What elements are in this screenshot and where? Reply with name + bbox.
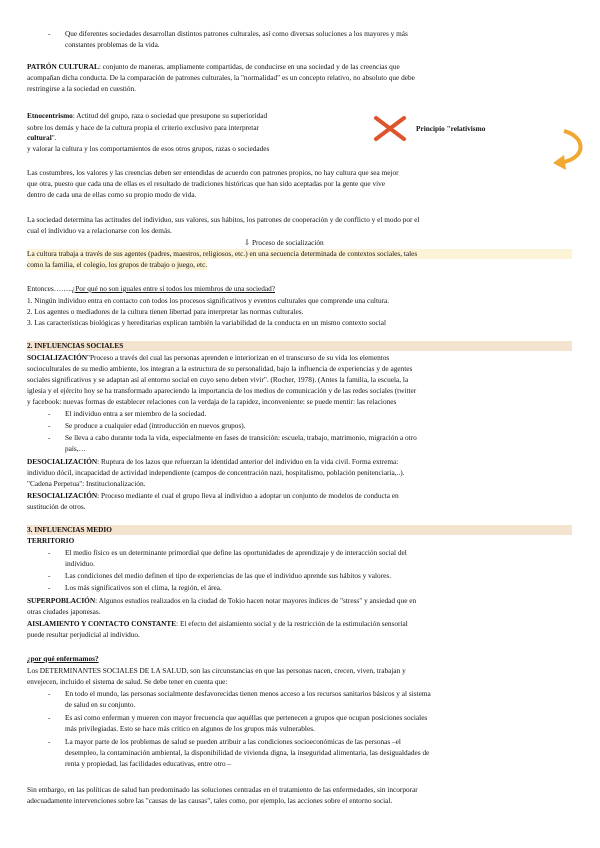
socializacion-label: SOCIALIZACIÓN	[27, 353, 88, 362]
entonces-line: Entonces……..¿Por qué no son iguales entre sí todos los miembros de una sociedad?	[27, 284, 276, 293]
question-heading: ¿Por qué no son iguales entre sí todos los miembros de una sociedad?	[72, 284, 276, 293]
process-label: ⇩ Proceso de socialización	[244, 238, 324, 247]
sociedad-line-1: La sociedad determina las actitudes del individuo, sus valores, sus hábitos, los patrones de cooperación y de conflicto y el modo por el	[27, 215, 420, 224]
socializacion-paragraph: SOCIALIZACIÓN"Proceso a través del cual las personas aprenden e interiorizan en el transcurso de su vida los elementos	[27, 353, 390, 362]
soc-line: y facebook: nuevas formas de establecer relaciones con la verdaja de la rapidez, inconveniente: se puede mentir: las relaciones	[27, 397, 397, 406]
aislamiento-paragraph: AISLAMIENTO Y CONTACTO CONSTANTE: El efecto del aislamiento social y de la restricción de la estimulación sensorial	[27, 619, 408, 628]
bullet-dash: -	[48, 689, 51, 698]
list-item: Se lleva a cabo durante toda la vida, especialmente en fases de transición: escuela, trabajo, matrimonio, migración a otro	[65, 433, 417, 442]
patron-line-2: acompañan dicha conducta. De la comparación de patrones culturales, la "normalidad" es un concepto relativo, no absoluto que debe	[27, 73, 415, 82]
desocializacion-paragraph: DESOCIALIZACIÓN: Ruptura de los lazos que refuerzan la identidad anterior del individuo en la vida civil. Forma extrema:	[27, 457, 399, 466]
list-item-cont: país,…	[65, 444, 86, 453]
bullet-dash: -	[48, 548, 51, 557]
section-heading-medio: 3. INFLUENCIAS MEDIO	[27, 525, 572, 535]
sociedad-line-2: cual el individuo va a relacionarse con los demás.	[27, 226, 172, 235]
bullet-dash: -	[48, 583, 51, 592]
etno-line-3: cultural".	[27, 133, 57, 142]
list-item: Los más significativos son el clima, la región, el área.	[65, 583, 222, 592]
soc-line: sociales significativos y se adaptan así al entorno social en cuyo seno deben vivir". (Rocher, 1978). (Antes la familia, la escuela, la	[27, 375, 409, 384]
list-item-cont: renta y propiedad, las facilidades educativas, entre otro –	[65, 759, 232, 768]
resoc-line-2: sustitución de otros.	[27, 502, 86, 511]
determinantes-line-1: Los DETERMINANTES SOCIALES DE LA SALUD, son las circunstancias en que las personas nacen, crecen, viven, trabajan y	[27, 666, 406, 675]
list-item: El medio físico es un determinante primordial que define las oportunidades de aprendizaje y de interacción social del	[65, 548, 407, 557]
territorio-heading: TERRITORIO	[27, 536, 75, 545]
highlight-line-2: como la familia, el colegio, los grupos de trabajo o juego, etc.	[27, 260, 208, 269]
resocializacion-paragraph: RESOCIALIZACIÓN: Proceso mediante el cual el grupo lleva al individuo a adoptar un conjunto de modelos de conducta en	[27, 491, 399, 500]
section-heading-social: 2. INFLUENCIAS SOCIALES	[27, 341, 572, 351]
desocializacion-label: DESOCIALIZACIÓN	[27, 457, 98, 466]
desoc-line-3: "Cadena Perpetua": Institucionalización.	[27, 479, 146, 488]
curved-arrow-icon	[550, 128, 590, 174]
patron-line-3: restringirse a la sociedad en cuestión.	[27, 84, 137, 93]
list-item: La mayor parte de los problemas de salud se pueden atribuir a las condiciones socioeconómicas de las personas –el	[65, 737, 401, 746]
list-item: Se produce a cualquier edad (introducción en nuevos grupos).	[65, 421, 246, 430]
patron-cultural-paragraph: PATRÓN CULTURAL: conjunto de maneras, ampliamente compartidas, de conducirse en una sociedad y de las creencias que	[27, 62, 400, 71]
bullet-dash: -	[48, 713, 51, 722]
resocializacion-label: RESOCIALIZACIÓN	[27, 491, 98, 500]
costumbres-line-1: Las costumbres, los valores y las creencias deben ser entendidas de acuerdo con patrones propios, no hay cultura que sea mejor	[27, 168, 399, 177]
etnocentrismo-label: Etnocentrismo	[27, 111, 73, 120]
aisl-line-2: puede resultar perjudicial al individuo.	[27, 630, 140, 639]
list-item-cont: individuo.	[65, 559, 95, 568]
list-item: Las condiciones del medio definen el tipo de experiencias de las que el individuo aprende sus hábitos y valores.	[65, 571, 392, 580]
enfermamos-heading: ¿por qué enfermamos?	[27, 654, 99, 663]
closing-line-1: Sin embargo, en las políticas de salud han predominado las soluciones centradas en el tratamiento de las enfermedades, sin incorporar	[27, 785, 418, 794]
list-item: El individuo entra a ser miembro de la sociedad.	[65, 409, 207, 418]
costumbres-line-2: que otra, puesto que cada una de ellas es el resultado de tradiciones históricas que han sido aceptadas por la gente que vive	[27, 179, 386, 188]
intro-line-2: constantes problemas de la vida.	[65, 40, 160, 49]
superpoblacion-label: SUPERPOBLACIÓN	[27, 596, 96, 605]
bullet-dash: -	[48, 737, 51, 746]
list-item-cont: de salud en su conjunto.	[65, 700, 136, 709]
bullet-dash: -	[48, 433, 51, 442]
soc-line: socioculturales de su medio ambiente, los integran a la estructura de su personalidad, bajo la influencia de experiencias y de agentes	[27, 364, 413, 373]
etno-line-2: sobre los demás y hace de la cultura propia el criterio exclusivo para interpretar	[27, 123, 259, 132]
list-item: 2. Los agentes o mediadores de la cultura tienen libertad para interpretar las normas culturales.	[27, 307, 304, 316]
costumbres-line-3: dentro de cada una de ellas como su propio modo de vida.	[27, 190, 197, 199]
list-item-cont: más privilegiadas. Esto se hace más crítico en algunos de los grupos más vulnerables.	[65, 724, 315, 733]
determinantes-line-2: envejecen, incluido el sistema de salud. Se debe tener en cuenta que:	[27, 677, 228, 686]
soc-line: iglesia y el ejército hoy se ha transformado apareciendo la importancia de los medios de comunicación y de las redes sociales (twitter	[27, 386, 417, 395]
list-item: 1. Ningún individuo entra en contacto con todos los procesos significativos y eventos culturales que comprende una cultura.	[27, 296, 390, 305]
bullet-dash: -	[48, 421, 51, 430]
highlight-line-1: La cultura trabaja a través de sus agentes (padres, maestros, religiosos, etc.) en una secuencia determinada de contextos sociales, tales	[27, 249, 572, 259]
bullet-dash: -	[48, 409, 51, 418]
closing-line-2: adecuadamente intervenciones sobre las "causas de las causas", tales como, por ejemplo, las acciones sobre el entorno social.	[27, 796, 393, 805]
etnocentrismo-paragraph: Etnocentrismo: Actitud del grupo, raza o sociedad que presupone su superioridad	[27, 111, 268, 120]
list-item: Es así como enferman y mueren con mayor frecuencia que aquéllas que pertenecen a grupos que ocupan posiciones sociales	[65, 713, 428, 722]
list-item: En todo el mundo, las personas socialmente desfavorecidas tienen menos acceso a los recursos sanitarios básicos y al sistema	[65, 689, 431, 698]
bullet-dash: -	[48, 29, 51, 38]
relativismo-principle: Principio "relativismo	[416, 124, 486, 133]
desoc-line-2: individuo dócil, incapacidad de actividad independiente (campos de concentración nazi, hospitalismo, población penitenciaria,..).	[27, 468, 405, 477]
bullet-dash: -	[48, 571, 51, 580]
list-item: 3. Las características biológicas y hereditarias explican también la variabilidad de la conducta en un mismo contexto social	[27, 318, 387, 327]
aislamiento-label: AISLAMIENTO Y CONTACTO CONSTANTE	[27, 619, 177, 628]
superpoblacion-paragraph: SUPERPOBLACIÓN: Algunos estudios realizados en la ciudad de Tokio hacen notar mayores índices de "stress" y ansiedad que en	[27, 596, 417, 605]
intro-line-1: Que diferentes sociedades desarrollan distintos patrones culturales, así como diversas soluciones a los mayores y más	[65, 29, 408, 38]
patron-label: PATRÓN CULTURAL	[27, 62, 99, 71]
etno-line-4: y valorar la cultura y los comportamientos de esos otros grupos, razas o sociedades	[27, 144, 270, 153]
cross-mark-icon	[373, 115, 407, 142]
list-item-cont: desempleo, la contaminación ambiental, la disponibilidad de vivienda digna, la inseguridad alimentaria, las desigualdades de	[65, 748, 430, 757]
super-line-2: otras ciudades japonesas.	[27, 607, 101, 616]
